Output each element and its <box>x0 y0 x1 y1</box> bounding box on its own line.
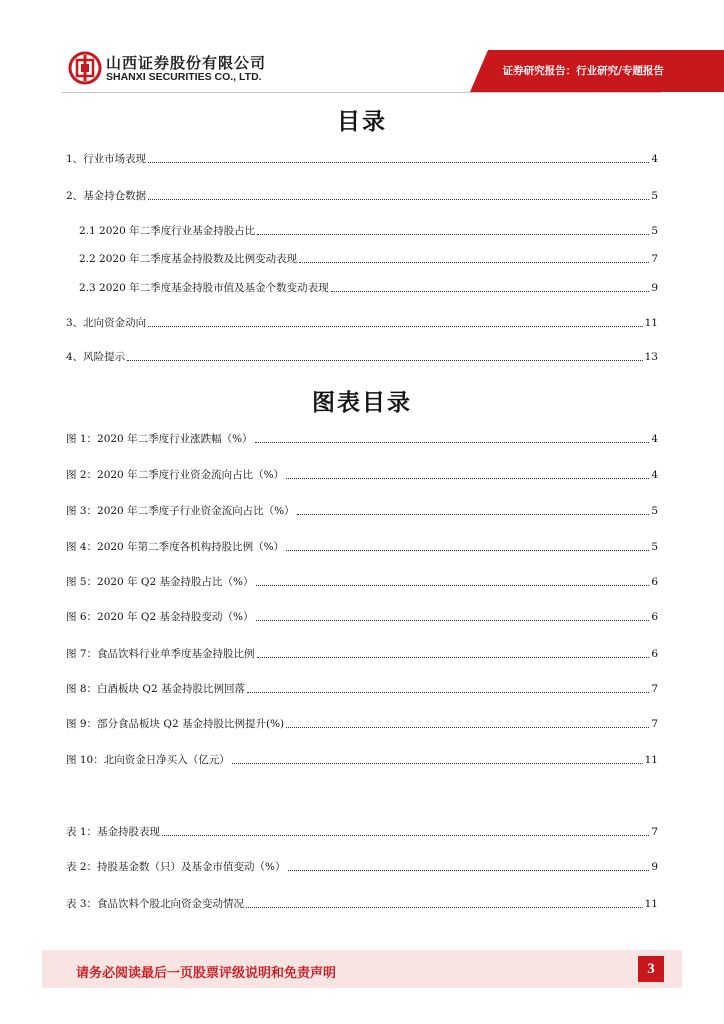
table-entry-page: 9 <box>651 861 658 873</box>
leader-dots <box>256 585 650 586</box>
leader-dots <box>288 870 650 871</box>
toc-entry-page: 13 <box>644 351 658 363</box>
figure-entry[interactable] <box>66 647 658 661</box>
company-name-en: SHANXI SECURITIES CO., LTD. <box>106 71 262 83</box>
figure-entry-label: 图 5：2020 年 Q2 基金持股占比（%） <box>66 576 254 588</box>
figure-entry[interactable] <box>66 753 658 767</box>
figure-entry-label: 图 2：2020 年二季度行业资金流向占比（%） <box>66 469 285 481</box>
toc-entry[interactable] <box>79 281 658 295</box>
leader-dots <box>257 234 649 235</box>
leader-dots <box>297 514 650 515</box>
figure-entry-label: 图 10：北向资金日净买入（亿元） <box>66 754 230 766</box>
figure-entry-page: 4 <box>651 469 658 481</box>
figure-entry[interactable] <box>66 468 658 482</box>
leader-dots <box>257 657 650 658</box>
leader-dots <box>247 692 649 693</box>
header-divider <box>62 92 662 93</box>
toc-entry-label: 2.2 2020 年二季度基金持股数及比例变动表现 <box>79 253 298 265</box>
toc-entry[interactable] <box>66 350 658 364</box>
figure-entry[interactable] <box>66 432 658 446</box>
toc-entry-label: 2.1 2020 年二季度行业基金持股占比 <box>79 225 256 237</box>
figure-entry-page: 5 <box>651 505 658 517</box>
leader-dots <box>286 550 649 551</box>
figure-entry-label: 图 4：2020 年第二季度各机构持股比例（%） <box>66 541 285 553</box>
toc-entry-page: 5 <box>651 225 658 237</box>
figure-entry-page: 7 <box>651 718 658 730</box>
toc-entry[interactable] <box>79 252 658 266</box>
figure-entry-label: 图 7：食品饮料行业单季度基金持股比例 <box>66 648 255 660</box>
figure-entry-label: 图 9：部分食品板块 Q2 基金持股比例提升(%) <box>66 718 285 730</box>
toc-entry[interactable] <box>66 316 658 330</box>
leader-dots <box>162 835 649 836</box>
leader-dots <box>148 199 649 200</box>
figure-entry-page: 7 <box>651 683 658 695</box>
toc-entry-page: 4 <box>651 153 658 165</box>
table-entry[interactable] <box>66 860 658 874</box>
toc-entry-page: 5 <box>651 190 658 202</box>
toc-entry-page: 11 <box>644 317 658 329</box>
table-entry-label: 表 3：食品饮料个股北向资金变动情况 <box>66 898 245 910</box>
leader-dots <box>255 442 650 443</box>
table-entry[interactable] <box>66 825 658 839</box>
figure-entry[interactable] <box>66 610 658 624</box>
leader-dots <box>286 478 649 479</box>
table-entry-label: 表 2：持股基金数（只）及基金市值变动（%） <box>66 861 286 873</box>
toc-entry[interactable] <box>66 189 658 203</box>
table-entry-label: 表 1：基金持股表现 <box>66 826 161 838</box>
leader-dots <box>286 727 649 728</box>
figure-entry-page: 5 <box>651 541 658 553</box>
leader-dots <box>246 907 643 908</box>
toc-entry-label: 3、北向资金动向 <box>66 317 147 329</box>
disclaimer-text: 请务必阅读最后一页股票评级说明和免责声明 <box>76 966 337 981</box>
toc-entry-page: 7 <box>651 253 658 265</box>
page-number: 3 <box>638 956 664 982</box>
figure-entry[interactable] <box>66 575 658 589</box>
figure-entry-label: 图 6：2020 年 Q2 基金持股变动（%） <box>66 611 254 623</box>
table-entry[interactable] <box>66 897 658 911</box>
figure-entry-label: 图 3：2020 年二季度子行业资金流向占比（%） <box>66 505 295 517</box>
table-entry-page: 11 <box>644 898 658 910</box>
leader-dots <box>127 360 642 361</box>
figure-entry-page: 11 <box>644 754 658 766</box>
toc-entry-page: 9 <box>651 282 658 294</box>
figure-entry[interactable] <box>66 682 658 696</box>
figure-entry[interactable] <box>66 717 658 731</box>
figure-entry-page: 4 <box>651 433 658 445</box>
leader-dots <box>299 262 649 263</box>
figure-entry[interactable] <box>66 504 658 518</box>
figure-entry-label: 图 8：白酒板块 Q2 基金持股比例回落 <box>66 683 245 695</box>
leader-dots <box>232 763 643 764</box>
toc-entry-label: 2.3 2020 年二季度基金持股市值及基金个数变动表现 <box>79 282 329 294</box>
leader-dots <box>148 326 642 327</box>
company-logo-icon <box>68 51 102 85</box>
leader-dots <box>331 291 650 292</box>
report-type-label: 证券研究报告：行业研究/专题报告 <box>502 65 664 77</box>
toc-entry-label: 1、行业市场表现 <box>66 153 147 165</box>
leader-dots <box>148 162 649 163</box>
toc-entry[interactable] <box>66 152 658 166</box>
toc-title: 目录 <box>337 108 387 135</box>
toc-entry-label: 2、基金持仓数据 <box>66 190 147 202</box>
figure-entry-page: 6 <box>651 576 658 588</box>
figure-entry[interactable] <box>66 540 658 554</box>
table-entry-page: 7 <box>651 826 658 838</box>
page-header <box>0 0 724 100</box>
figure-entry-page: 6 <box>651 611 658 623</box>
company-name-cn: 山西证券股份有限公司 <box>106 54 267 72</box>
figures-title: 图表目录 <box>312 389 412 416</box>
toc-entry-label: 4、风险提示 <box>66 351 126 363</box>
leader-dots <box>256 620 650 621</box>
toc-entry[interactable] <box>79 224 658 238</box>
figure-entry-label: 图 1：2020 年二季度行业涨跌幅（%） <box>66 433 253 445</box>
figure-entry-page: 6 <box>651 648 658 660</box>
